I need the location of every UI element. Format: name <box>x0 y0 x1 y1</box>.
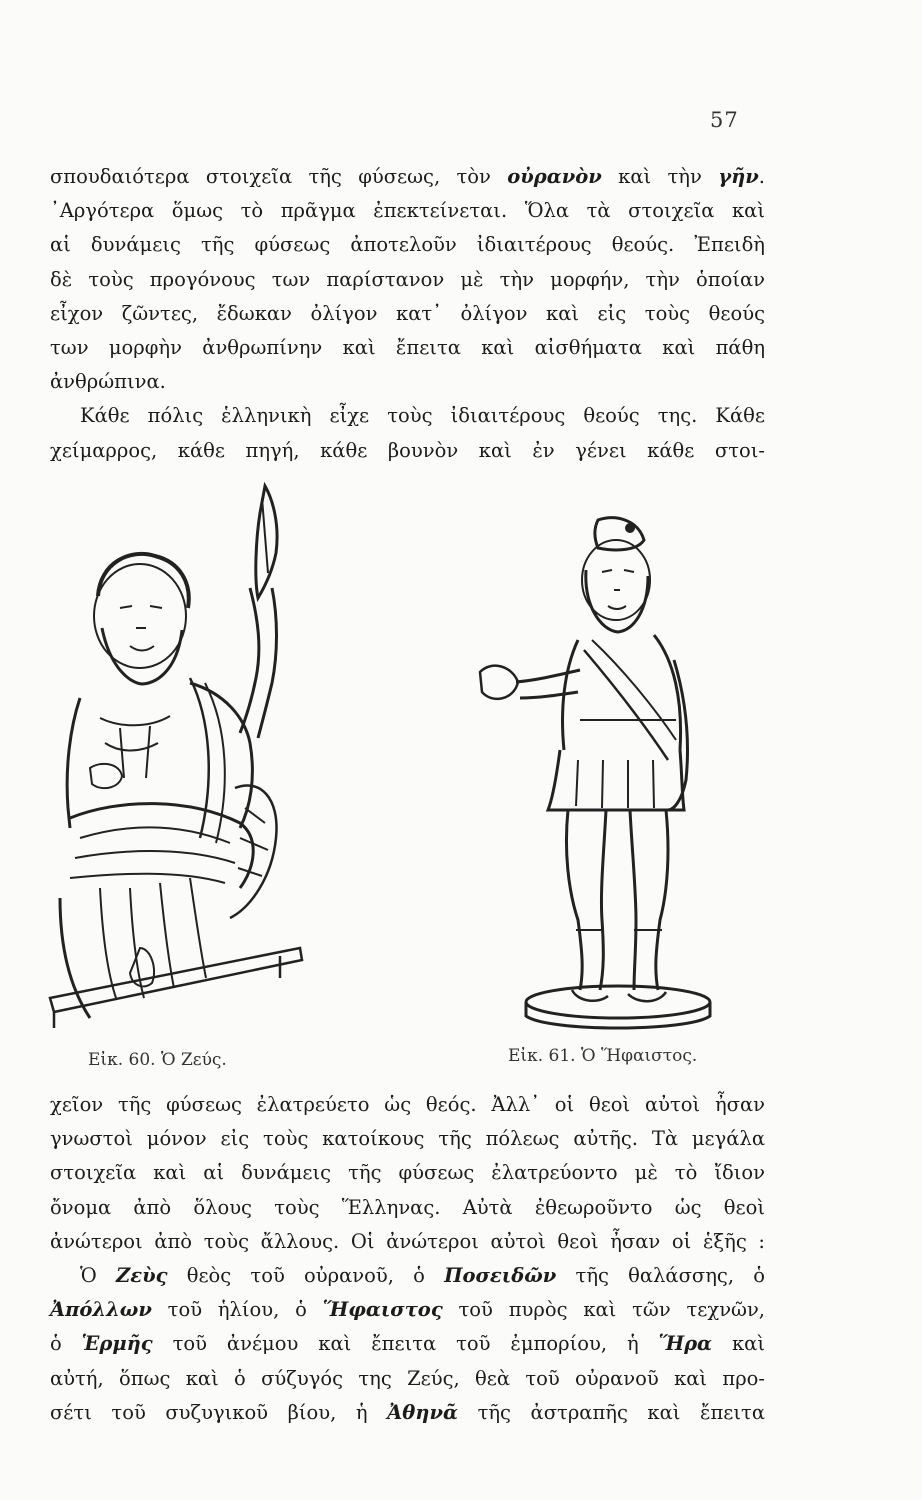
hephaestus-illustration <box>468 510 718 1030</box>
text-line: εἶχον ζῶντες, ἔδωκαν ὀλίγον κατ᾿ ὀλίγον καὶ εἰς τοὺς θεούς <box>50 301 765 325</box>
bottom-paragraphs <box>50 1088 765 1430</box>
text-line: αὐτή, ὅπως καὶ ὁ σύζυγός της Ζεύς, θεὰ τοῦ οὐρανοῦ καὶ προ- <box>50 1366 765 1390</box>
text-line: δὲ τοὺς προγόνους των παρίστανον μὲ τὴν μορφήν, τὴν ὁποίαν <box>50 267 765 291</box>
text-line: γνωστοὶ μόνον εἰς τοὺς κατοίκους τῆς πόλεως αὐτῆς. Τὰ μεγάλα <box>50 1127 765 1151</box>
text-line: στοιχεῖα καὶ αἱ δυνάμεις τῆς φύσεως ἐλατρεύοντο μὲ τὸ ἴδιον <box>50 1161 765 1185</box>
text-line: Ἀπόλλων τοῦ ἡλίου, ὁ Ἥφαιστος τοῦ πυρὸς καὶ τῶν τεχνῶν, <box>50 1298 765 1322</box>
text-line: ὁ Ἑρμῆς τοῦ ἀνέμου καὶ ἔπειτα τοῦ ἐμπορίου, ἡ Ἥρα καὶ <box>50 1332 765 1356</box>
page-number: 57 <box>710 108 739 132</box>
text-line: ᾿Αργότερα ὅμως τὸ πρᾶγμα ἐπεκτείνεται. Ὅλα τὰ στοιχεῖα καὶ <box>50 199 765 223</box>
text-line: ἀνθρώπινα. <box>50 370 166 394</box>
text-line: ἀνώτεροι ἀπὸ τοὺς ἄλλους. Οἱ ἀνώτεροι αὐτοὶ θεοὶ ἦσαν οἱ ἑξῆς : <box>50 1229 765 1253</box>
text-line: των μορφὴν ἀνθρωπίνην καὶ ἔπειτα καὶ αἰσθήματα καὶ πάθη <box>50 336 765 360</box>
text-line: χεῖον τῆς φύσεως ἐλατρεύετο ὡς θεός. Ἀλλ᾿ οἱ θεοὶ αὐτοὶ ἦσαν <box>50 1093 765 1116</box>
text-line: σπουδαιότερα στοιχεῖα τῆς φύσεως, τὸν οὐρανὸν καὶ τὴν γῆν. <box>50 165 765 188</box>
text-line: χείμαρρος, κάθε πηγή, κάθε βουνὸν καὶ ἐν γένει κάθε στοι- <box>50 438 765 462</box>
zeus-caption: Εἰκ. 60. Ὁ Ζεύς. <box>88 1050 227 1070</box>
zeus-illustration <box>40 478 310 1038</box>
text-line: Ὁ Ζεὺς θεὸς τοῦ οὐρανοῦ, ὁ Ποσειδῶν τῆς θαλάσσης, ὁ <box>80 1264 765 1288</box>
hephaestus-caption: Εἰκ. 61. Ὁ Ἥφαιστος. <box>508 1046 698 1066</box>
text-line: Κάθε πόλις ἑλληνικὴ εἶχε τοὺς ἰδιαιτέρους θεούς της. Κάθε <box>80 404 765 428</box>
top-paragraphs <box>50 160 765 468</box>
text-line: ὄνομα ἀπὸ ὅλους τοὺς Ἕλληνας. Αὐτὰ ἐθεωροῦντο ὡς θεοὶ <box>50 1195 765 1219</box>
text-line: σέτι τοῦ συζυγικοῦ βίου, ἡ Ἀθηνᾶ τῆς ἀστραπῆς καὶ ἔπειτα <box>50 1400 765 1424</box>
text-line: αἱ δυνάμεις τῆς φύσεως ἀποτελοῦν ἰδιαιτέρους θεούς. Ἐπειδὴ <box>50 233 765 257</box>
hephaestus-figure-icon <box>468 510 718 1030</box>
zeus-figure-icon <box>40 478 310 1038</box>
